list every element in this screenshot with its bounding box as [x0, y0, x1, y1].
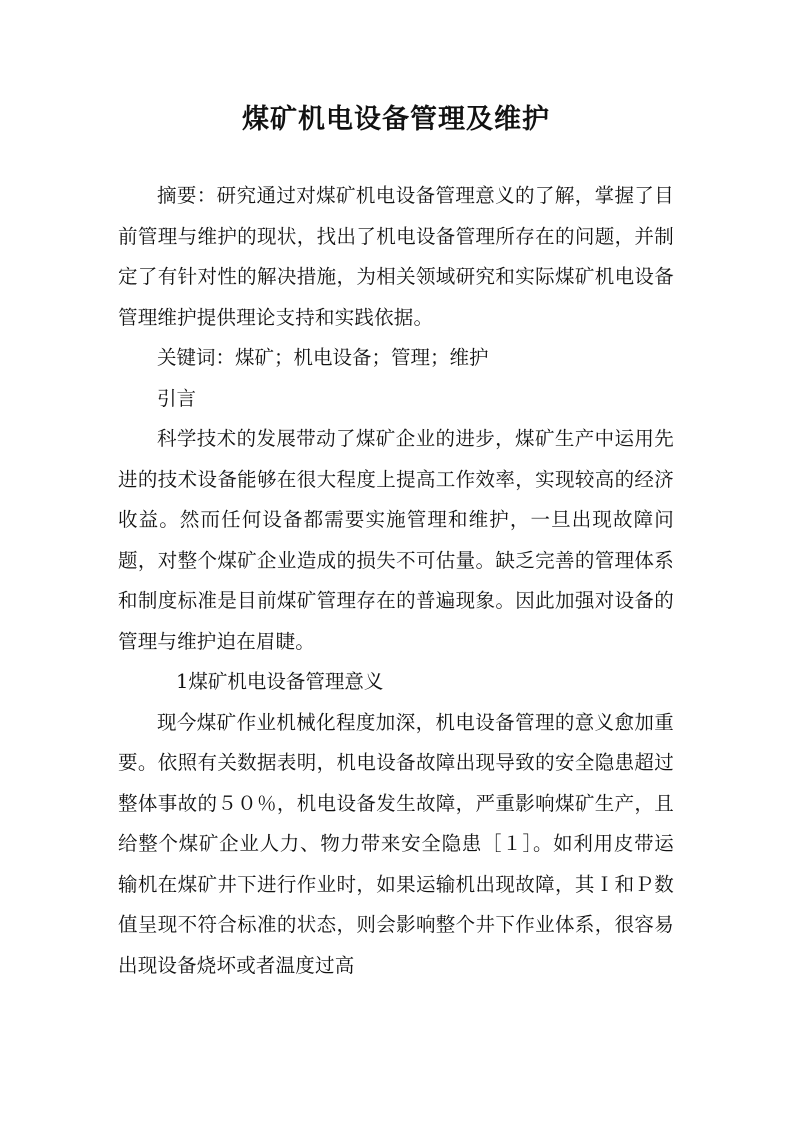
section-1-paragraph: 现今煤矿作业机械化程度加深，机电设备管理的意义愈加重要。依照有关数据表明，机电设备故障出现导致的安全隐患超过整体事故的５０％，机电设备发生故障，严重影响煤矿生产，且给整个煤矿企业人力、物力带来安全隐患［１］。如利用皮带运输机在煤矿井下进行作业时，如果运输机出现故障，其Ｉ和Ｐ数值呈现不符合标准的状态，则会影响整个井下作业体系，很容易出现设备烧坏或者温度过高 — [118, 710, 674, 977]
keywords-line: 关键词：煤矿；机电设备；管理；维护 — [157, 346, 489, 369]
document-body — [118, 176, 674, 986]
section-1-heading: 1煤矿机电设备管理意义 — [176, 670, 384, 693]
intro-heading: 引言 — [157, 386, 197, 410]
abstract-paragraph: 摘要：研究通过对煤矿机电设备管理意义的了解，掌握了目前管理与维护的现状，找出了机电设备管理所存在的问题，并制定了有针对性的解决措施，为相关领域研究和实际煤矿机电设备管理维护提供理论支持和实践依据。 — [118, 184, 674, 329]
document-title: 煤矿机电设备管理及维护 — [242, 104, 550, 135]
intro-paragraph: 科学技术的发展带动了煤矿企业的进步，煤矿生产中运用先进的技术设备能够在很大程度上提高工作效率，实现较高的经济收益。然而任何设备都需要实施管理和维护，一旦出现故障问题，对整个煤矿企业造成的损失不可估量。缺乏完善的管理体系和制度标准是目前煤矿管理存在的普遍现象。因此加强对设备的管理与维护迫在眉睫。 — [118, 427, 674, 653]
